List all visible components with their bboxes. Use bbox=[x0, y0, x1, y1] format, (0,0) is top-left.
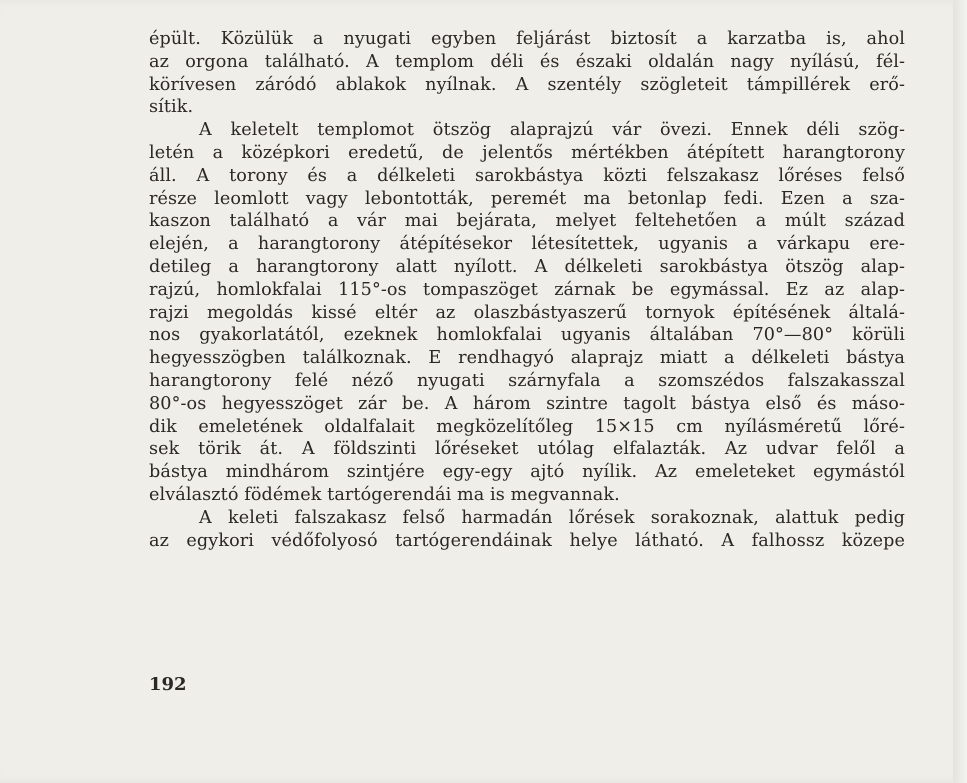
text-line: kaszon található a vár mai bejárata, melyet feltehetően a múlt század bbox=[149, 211, 905, 232]
text-line: A keleti falszakasz felső harmadán lőrések sorakoznak, alattuk pedig bbox=[199, 507, 905, 528]
text-line: 80°-os hegyesszöget zár be. A három szintre tagolt bástya első és máso- bbox=[149, 393, 905, 414]
text-line: sítik. bbox=[149, 97, 194, 118]
text-line: része leomlott vagy lebontották, peremét ma betonlap fedi. Ezen a sza- bbox=[149, 188, 905, 209]
text-line: nos gyakorlatától, ezeknek homlokfalai ugyanis általában 70°—80° körüli bbox=[149, 325, 905, 346]
text-line: letén a középkori eredetű, de jelentős mértékben átépített harangtorony bbox=[149, 142, 905, 163]
text-line: sek törik át. A földszinti lőréseket utólag elfalazták. Az udvar felől a bbox=[149, 439, 905, 460]
text-line: hegyesszögben találkoznak. E rendhagyó alaprajz miatt a délkeleti bástya bbox=[149, 348, 905, 369]
text-line: áll. A torony és a délkeleti sarokbástya közti felszakasz lőréses felső bbox=[149, 165, 905, 186]
text-line: rajzú, homlokfalai 115°-os tompaszöget zárnak be egymással. Ez az alap- bbox=[149, 279, 905, 300]
text-line: harangtorony felé néző nyugati szárnyfala a szomszédos falszakasszal bbox=[149, 370, 905, 391]
text-line: rajzi megoldás kissé eltér az olaszbástyaszerű tornyok építésének általá- bbox=[149, 302, 905, 323]
text-line: az orgona található. A templom déli és északi oldalán nagy nyílású, fél- bbox=[149, 51, 905, 72]
page-number: 192 bbox=[149, 674, 187, 695]
text-line: körívesen záródó ablakok nyílnak. A szentély szögleteit támpillérek erő- bbox=[149, 74, 905, 95]
text-line: elején, a harangtorony átépítésekor létesítettek, ugyanis a várkapu ere- bbox=[149, 234, 905, 255]
text-line: A keletelt templomot ötszög alaprajzú vár övezi. Ennek déli szög- bbox=[199, 120, 905, 141]
page-edge bbox=[953, 0, 967, 783]
text-line: bástya mindhárom szintjére egy-egy ajtó nyílik. Az emeleteket egymástól bbox=[149, 462, 905, 483]
text-line: az egykori védőfolyosó tartógerendáinak helye látható. A falhossz közepe bbox=[149, 530, 905, 551]
text-line: elválasztó födémek tartógerendái ma is megvannak. bbox=[149, 484, 620, 505]
body-text bbox=[149, 28, 905, 552]
text-line: dik emeletének oldalfalait megközelítőleg 15×15 cm nyílásméretű lőré- bbox=[149, 416, 905, 437]
text-line: detileg a harangtorony alatt nyílott. A délkeleti sarokbástya ötszög alap- bbox=[149, 256, 905, 277]
text-line: épült. Közülük a nyugati egyben feljárást biztosít a karzatba is, ahol bbox=[149, 29, 905, 49]
